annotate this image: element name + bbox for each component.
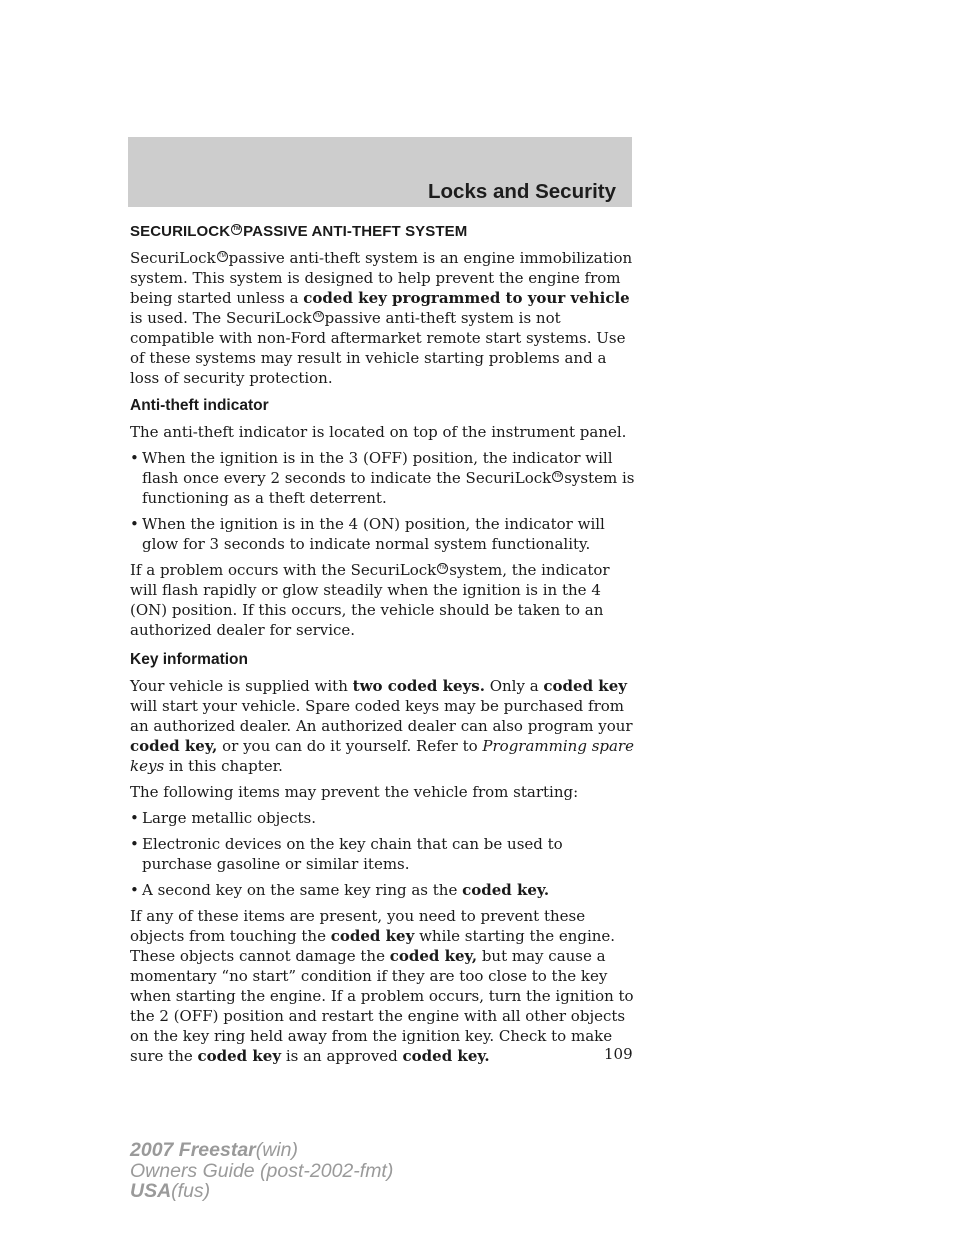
bullet-icon: •	[130, 515, 139, 533]
anti-theft-list	[130, 448, 635, 554]
key-info-heading: Key information	[130, 651, 248, 668]
list-item: • When the ignition is in the 4 (ON) position, the indicator will glow for 3 seconds to indicate normal system functionality.	[130, 515, 605, 553]
bullet-icon: •	[130, 809, 139, 827]
trademark-icon: TM	[437, 563, 448, 574]
page-content	[130, 222, 635, 1072]
footer-line-guide: Owners Guide (post-2002-fmt)	[130, 1159, 394, 1182]
anti-theft-problem-paragraph: If a problem occurs with the SecuriLock TM system, the indicator will flash rapidly or glow steadily when the ignition is in the 4 (ON) position. If this occurs, the vehicle should be taken to an authorized dealer for service.	[130, 561, 610, 639]
intro-paragraph: SecuriLock TM passive anti-theft system is an engine immobilization system. This system is designed to help prevent the engine from being started unless a coded key programmed to your vehicle is used. The SecuriLock TM passive anti-theft system is not compatible with non-Ford aftermarket remote start systems. Use of these systems may result in vehicle starting problems and a loss of security protection.	[130, 249, 633, 387]
list-item: • When the ignition is in the 3 (OFF) position, the indicator will flash once every 2 seconds to indicate the SecuriLock TM system is functioning as a theft deterrent.	[130, 449, 635, 507]
section-header-title: Locks and Security	[428, 180, 616, 203]
trademark-icon: TM	[217, 251, 228, 262]
footer-line-region: USA(fus)	[130, 1180, 211, 1202]
document-footer	[130, 1140, 393, 1202]
page-number: 109	[604, 1045, 633, 1063]
trademark-icon: TM	[313, 311, 324, 322]
footer-line-model: 2007 Freestar(win)	[130, 1139, 299, 1161]
key-info-warning-paragraph: If any of these items are present, you need to prevent these objects from touching the coded key while starting the engine. These objects cannot damage the coded key, but may cause a momentary “no start” condition if they are too close to the key when starting the engine. If a problem occurs, turn the ignition to the 2 (OFF) position and restart the engine with all other objects on the key ring held away from the ignition key. Check to make sure the coded key is an approved coded key.	[130, 907, 634, 1065]
section-title: SECURILOCK TM PASSIVE ANTI-THEFT SYSTEM	[130, 223, 468, 240]
key-info-list	[130, 808, 635, 900]
trademark-icon: TM	[552, 471, 563, 482]
list-item: • A second key on the same key ring as the coded key.	[130, 881, 550, 899]
list-item: • Large metallic objects.	[130, 809, 317, 827]
bullet-icon: •	[130, 881, 139, 899]
trademark-icon: TM	[231, 224, 242, 235]
bullet-icon: •	[130, 449, 139, 467]
key-info-items-intro: The following items may prevent the vehicle from starting:	[130, 783, 579, 801]
anti-theft-paragraph: The anti-theft indicator is located on top of the instrument panel.	[130, 423, 627, 441]
section-header-band	[128, 137, 632, 207]
anti-theft-heading: Anti-theft indicator	[130, 397, 269, 414]
list-item: • Electronic devices on the key chain that can be used to purchase gasoline or similar items.	[130, 835, 563, 873]
key-info-paragraph: Your vehicle is supplied with two coded keys. Only a coded key will start your vehicle. Spare coded keys may be purchased from an authorized dealer. An authorized dealer can also program your coded key, or you can do it yourself. Refer to Programming spare keys in this chapter.	[130, 677, 634, 775]
bullet-icon: •	[130, 835, 139, 853]
